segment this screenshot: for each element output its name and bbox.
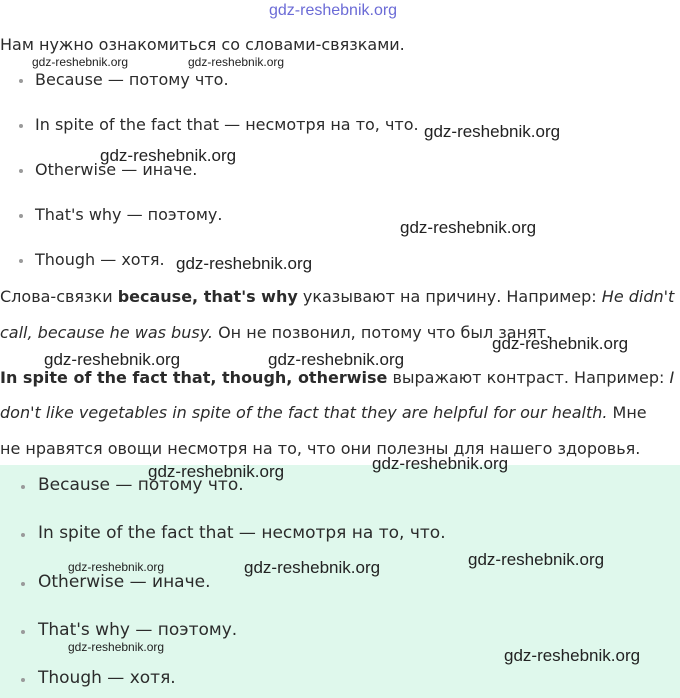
bullet-dot [19,124,23,128]
paragraph-contrast-line3: не нравятся овощи несмотря на то, что они полезны для нашего здоровья. [0,439,641,458]
bullet-dot [19,214,23,218]
list-item: In spite of the fact that — несмотря на то, что. [35,115,419,134]
bullet-dot [19,259,23,263]
bullet-dot [21,485,25,489]
list-item: Because — потому что. [38,475,244,495]
intro-text: Нам нужно ознакомиться со словами-связками. [0,35,405,54]
watermark: gdz-reshebnik.org [468,550,605,569]
bullet-dot [19,79,23,83]
list-item: Otherwise — иначе. [35,160,198,179]
watermark: gdz-reshebnik.org [100,146,237,165]
list-item: Because — потому что. [35,70,229,89]
list-item: Though — хотя. [35,250,165,269]
watermark: gdz-reshebnik.org [44,350,181,369]
watermark: gdz-reshebnik.org [504,646,641,665]
list-item: Though — хотя. [38,668,176,688]
paragraph-cause-line2: call, because he was busy. Он не позвонил, потому что был занят. [0,323,552,342]
watermark: gdz-reshebnik.org [492,334,629,353]
paragraph-cause-line1: Слова-связки because, that's why указывают на причину. Например: He didn't [0,287,675,306]
bullet-dot [21,533,25,537]
watermark: gdz-reshebnik.org [68,640,165,654]
watermark: gdz-reshebnik.org [424,122,561,141]
watermark: gdz-reshebnik.org [148,462,285,481]
paragraph-contrast-line2: don't like vegetables in spite of the fact that they are helpful for our health. Мне [0,403,647,422]
bullet-dot [21,678,25,682]
watermark: gdz-reshebnik.org [32,55,129,69]
list-item: In spite of the fact that — несмотря на то, что. [38,523,446,543]
watermark: gdz-reshebnik.org [372,454,509,473]
watermark: gdz-reshebnik.org [244,558,381,577]
bullet-dot [19,169,23,173]
list-item: Otherwise — иначе. [38,572,211,592]
list-item: That's why — поэтому. [38,620,238,640]
watermark: gdz-reshebnik.org [269,2,398,19]
bullet-dot [21,582,25,586]
watermark: gdz-reshebnik.org [188,55,285,69]
watermark: gdz-reshebnik.org [268,350,405,369]
list-item: That's why — поэтому. [35,205,223,224]
watermark: gdz-reshebnik.org [176,254,313,273]
paragraph-contrast-line1: In spite of the fact that, though, otherwise выражают контраст. Например: I [0,368,675,387]
watermark: gdz-reshebnik.org [400,218,537,237]
watermark: gdz-reshebnik.org [68,560,165,574]
bullet-dot [21,630,25,634]
